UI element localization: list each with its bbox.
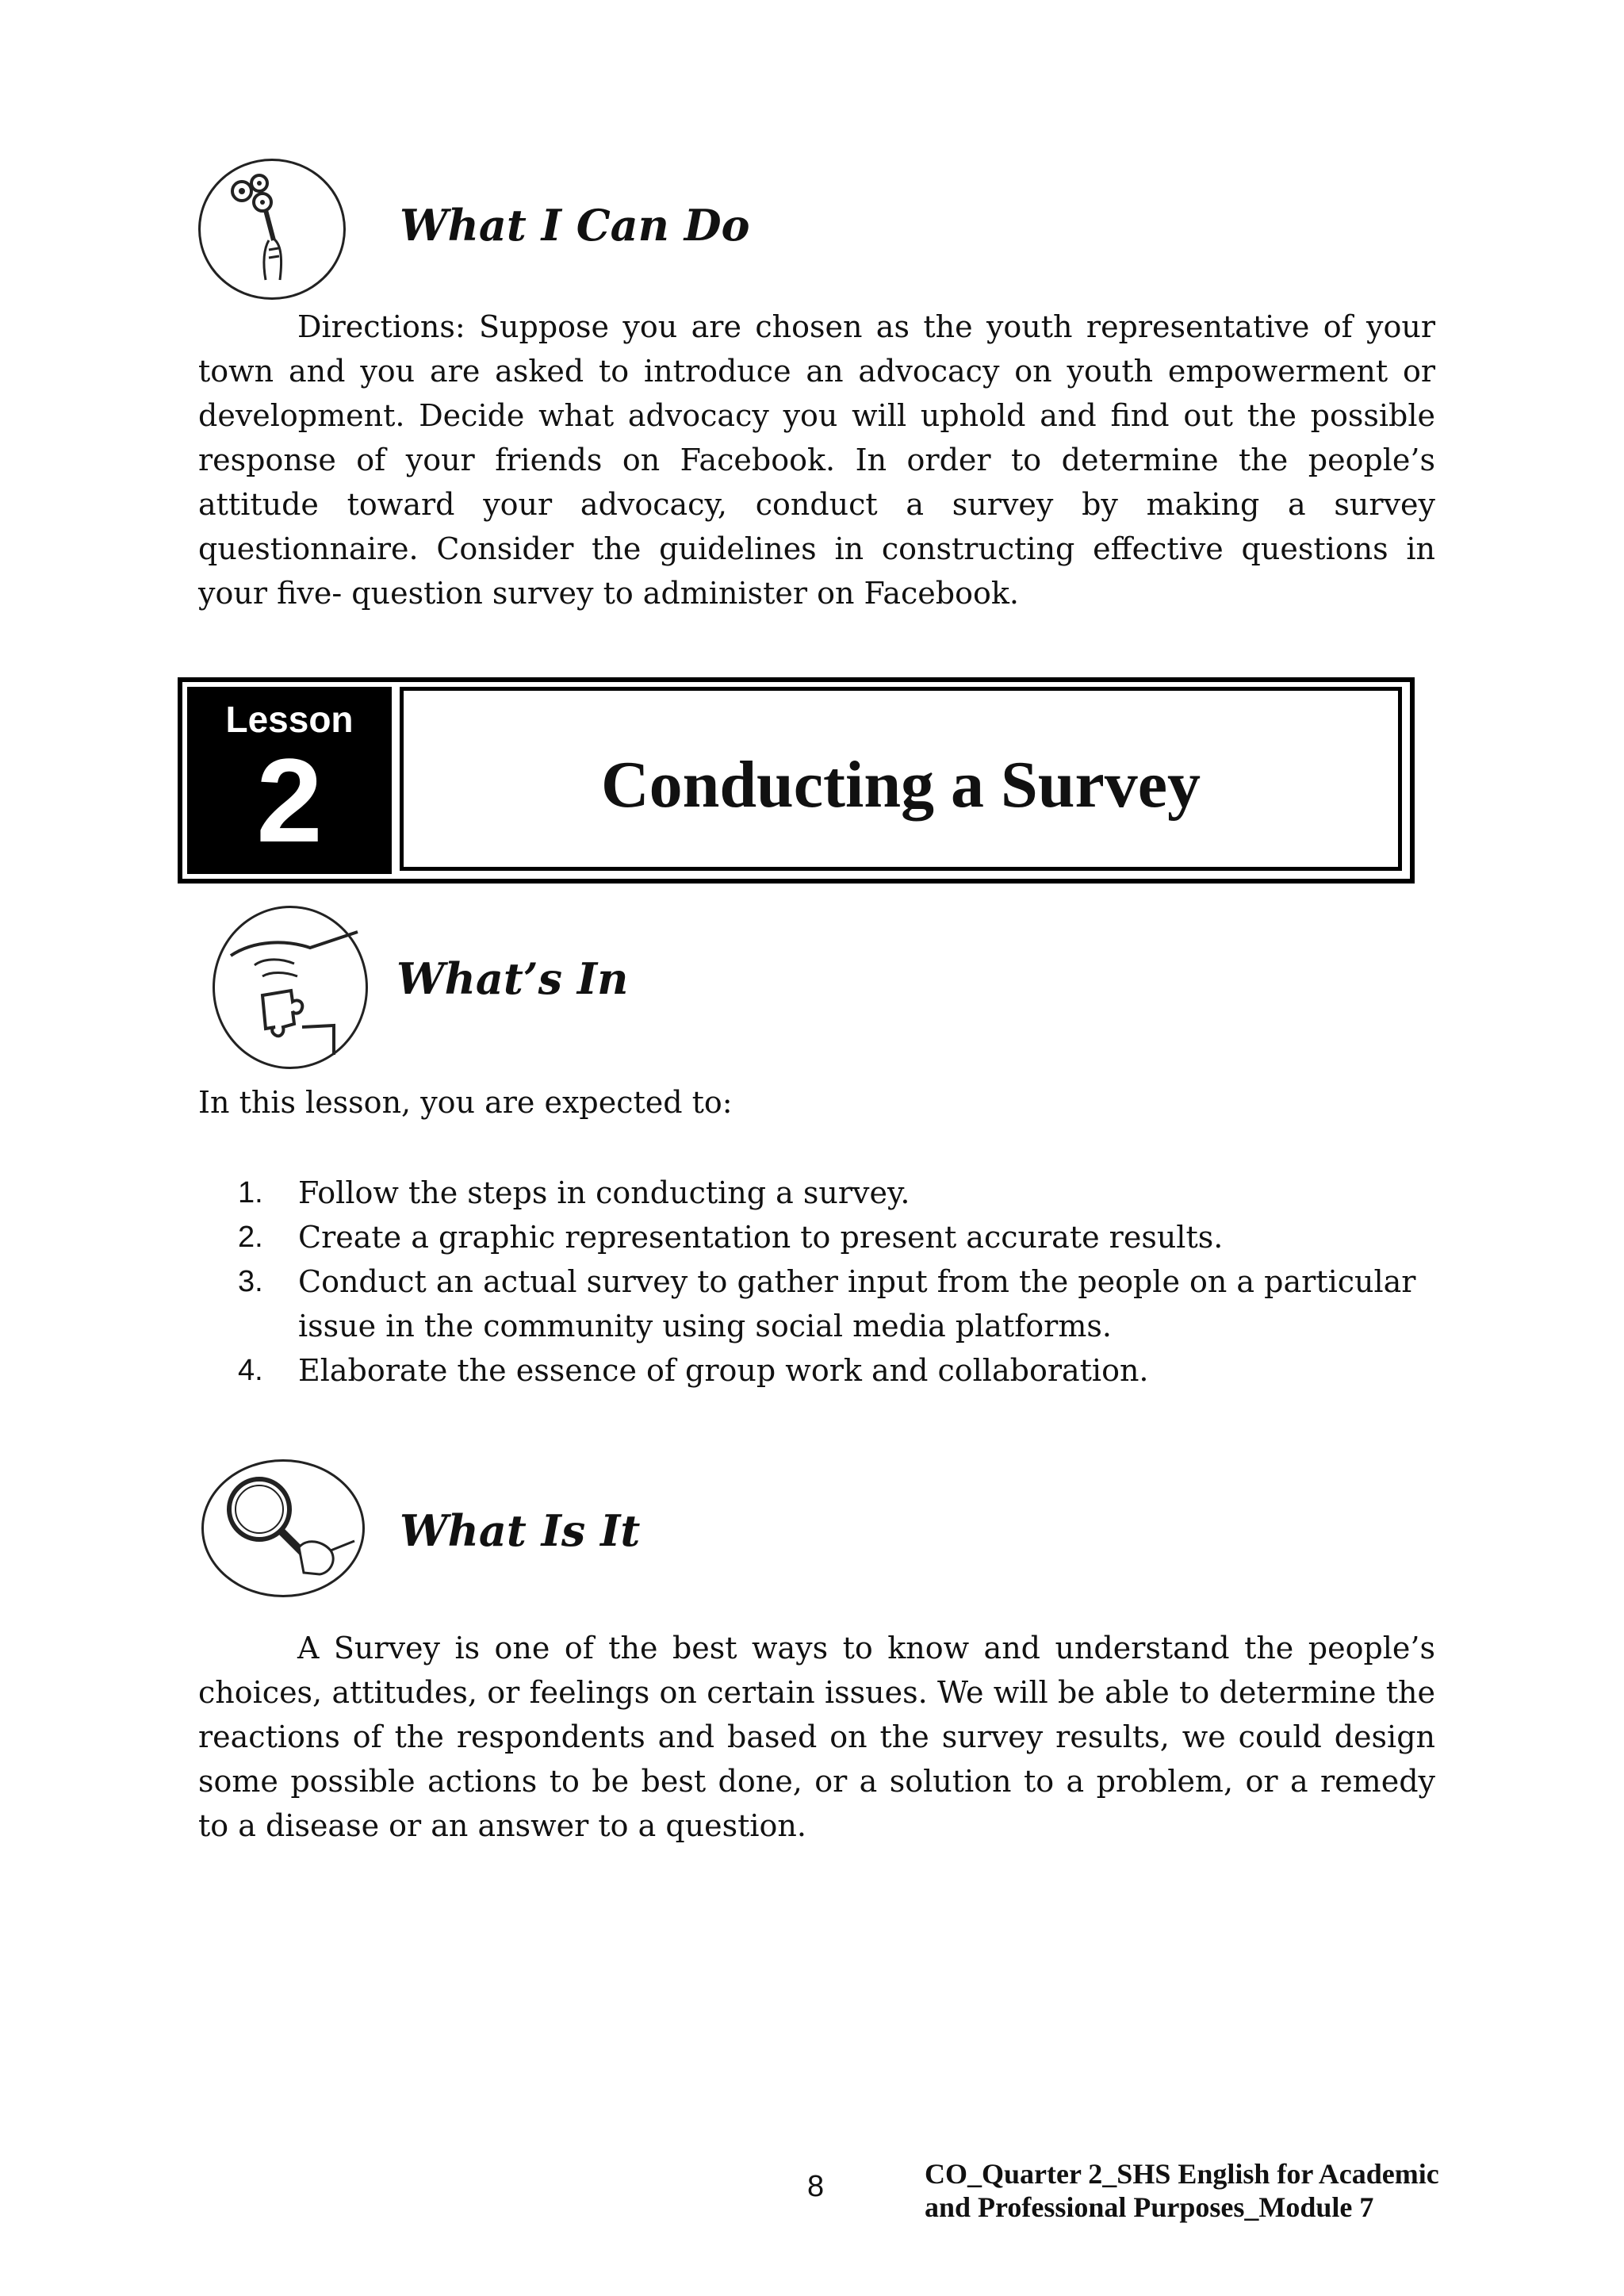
list-item: [238, 1215, 1443, 1259]
list-number: 3.: [238, 1265, 263, 1298]
lesson-banner: [178, 677, 1415, 884]
list-number: 2.: [238, 1221, 263, 1254]
footer-module-info: [925, 2157, 1439, 2224]
footer-line-2: and Professional Purposes_Module 7: [925, 2191, 1374, 2223]
list-text: Follow the steps in conducting a survey.: [298, 1175, 910, 1210]
list-text: Conduct an actual survey to gather input from the people on a particular issue in the community using social media platforms.: [298, 1264, 1416, 1343]
survey-paragraph: [198, 1626, 1435, 1848]
lesson-number: 2: [256, 734, 323, 867]
list-text: Create a graphic representation to present accurate results.: [298, 1220, 1224, 1255]
directions-text: Directions: Suppose you are chosen as the youth representative of your town and you are asked to introduce an advocacy on youth empowerment or development. Decide what advocacy you will uphold and find out the possible response of your friends on Facebook. In order to determine the people’s attitude toward your advocacy, conduct a survey by making a survey questionnaire. Consider the guidelines in constructing effective questions in your five- question survey to administer on Facebook.: [198, 309, 1435, 611]
page-number: 8: [807, 2170, 825, 2203]
puzzle-hand-icon: [213, 906, 368, 1069]
section-title-whats-in: What’s In: [396, 953, 629, 1004]
section-title-what-i-can-do: What I Can Do: [400, 200, 750, 251]
lesson-label: Lesson: [225, 699, 354, 740]
list-item: [238, 1348, 1443, 1393]
survey-text: A Survey is one of the best ways to know and understand the people’s choices, attitudes, or feelings on certain issues. We will be able to determine the reactions of the respondents and based on the survey results, we could design some possible actions to be best done, or a solution to a problem, or a remedy to a disease or an answer to a question.: [198, 1631, 1435, 1843]
list-text: Elaborate the essence of group work and collaboration.: [298, 1353, 1149, 1388]
lesson-title-box: [400, 687, 1402, 871]
directions-paragraph: [198, 305, 1435, 615]
lesson-number-box: [187, 687, 392, 874]
list-item: [238, 1171, 1443, 1215]
objectives-list: [238, 1171, 1443, 1393]
list-number: 1.: [238, 1176, 263, 1209]
list-number: 4.: [238, 1354, 263, 1387]
wrench-gears-hand-icon: [198, 159, 346, 300]
footer-line-1: CO_Quarter 2_SHS English for Academic: [925, 2158, 1439, 2190]
magnifying-glass-hand-icon: [201, 1459, 365, 1597]
lesson-intro: In this lesson, you are expected to:: [198, 1085, 733, 1120]
section-title-what-is-it: What Is It: [400, 1505, 641, 1556]
lesson-title: Conducting a Survey: [600, 748, 1201, 822]
list-item: [238, 1259, 1443, 1348]
